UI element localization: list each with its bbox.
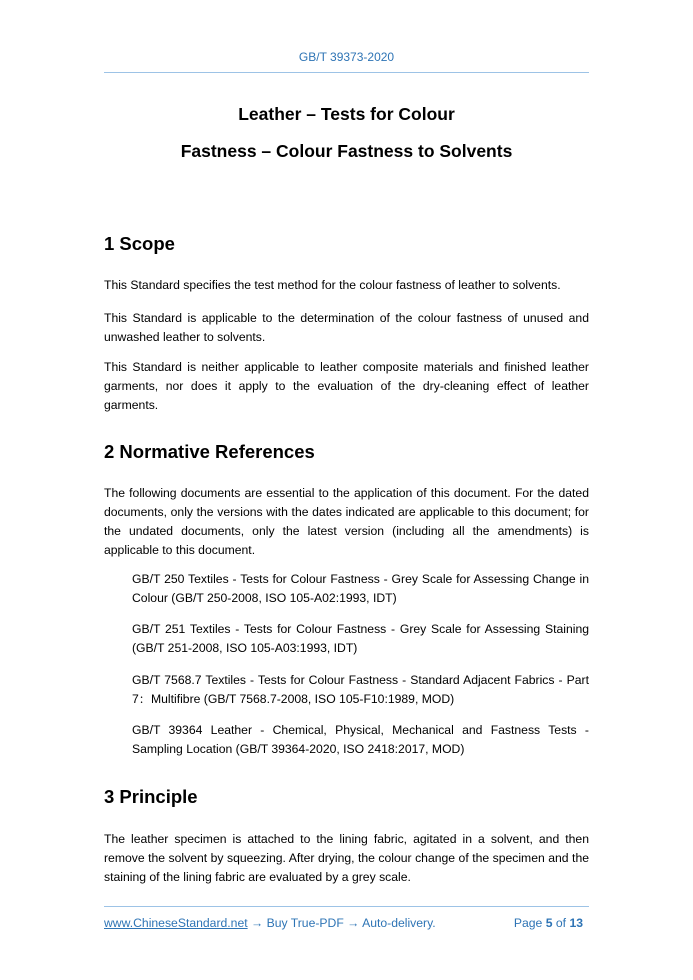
document-title-line1: Leather – Tests for Colour	[238, 104, 455, 124]
scope-paragraph-2: This Standard is applicable to the determination of the colour fastness of unused and unwashed leather to solvents.	[104, 311, 589, 344]
document-title-line2: Fastness – Colour Fastness to Solvents	[180, 141, 513, 161]
normative-references-intro: The following documents are essential to the application of this document. For the dated documents, only the versions with the dates indicated are applicable to this document; for the undated documents, only the latest version (including all the amendments) is applicable to this document.	[104, 486, 589, 557]
header-standard-code: GB/T 39373-2020	[298, 50, 395, 64]
page-footer	[104, 916, 589, 934]
chinesestandard-link[interactable]: www.ChineseStandard.net	[104, 916, 248, 930]
reference-item: GB/T 39364 Leather - Chemical, Physical, Mechanical and Fastness Tests - Sampling Location (GB/T 39364-2020, ISO 2418:2017, MOD)	[132, 723, 589, 756]
page-total: 13	[569, 916, 583, 930]
footer-promo-text: → Buy True-PDF → Auto-delivery.	[247, 916, 436, 930]
reference-item: GB/T 251 Textiles - Tests for Colour Fastness - Grey Scale for Assessing Staining (GB/T 251-2008, ISO 105-A03:1993, IDT)	[132, 622, 589, 655]
page-current: 5	[545, 916, 553, 930]
footer-divider	[104, 906, 589, 907]
page-label: Page	[513, 916, 546, 930]
section-heading-normative-references: 2 Normative References	[104, 441, 315, 462]
principle-paragraph: The leather specimen is attached to the lining fabric, agitated in a solvent, and then remove the solvent by squeezing. After drying, the colour change of the specimen and the staining of the lining fabric are evaluated by a grey scale.	[104, 832, 589, 884]
section-heading-scope: 1 Scope	[104, 233, 175, 254]
header-divider	[104, 72, 589, 73]
page-of-label: of	[552, 916, 570, 930]
reference-item: GB/T 7568.7 Textiles - Tests for Colour Fastness - Standard Adjacent Fabrics - Part 7：Multifibre (GB/T 7568.7-2008, ISO 105-F10:1989, MOD)	[132, 673, 589, 706]
page-indicator	[514, 916, 583, 930]
scope-paragraph-1: This Standard specifies the test method for the colour fastness of leather to solvents.	[104, 278, 561, 292]
section-heading-principle: 3 Principle	[104, 786, 198, 807]
reference-item: GB/T 250 Textiles - Tests for Colour Fastness - Grey Scale for Assessing Change in Colour (GB/T 250-2008, ISO 105-A02:1993, IDT)	[132, 572, 589, 605]
scope-paragraph-3: This Standard is neither applicable to leather composite materials and finished leather garments, nor does it apply to the evaluation of the dry-cleaning effect of leather garments.	[104, 360, 589, 412]
